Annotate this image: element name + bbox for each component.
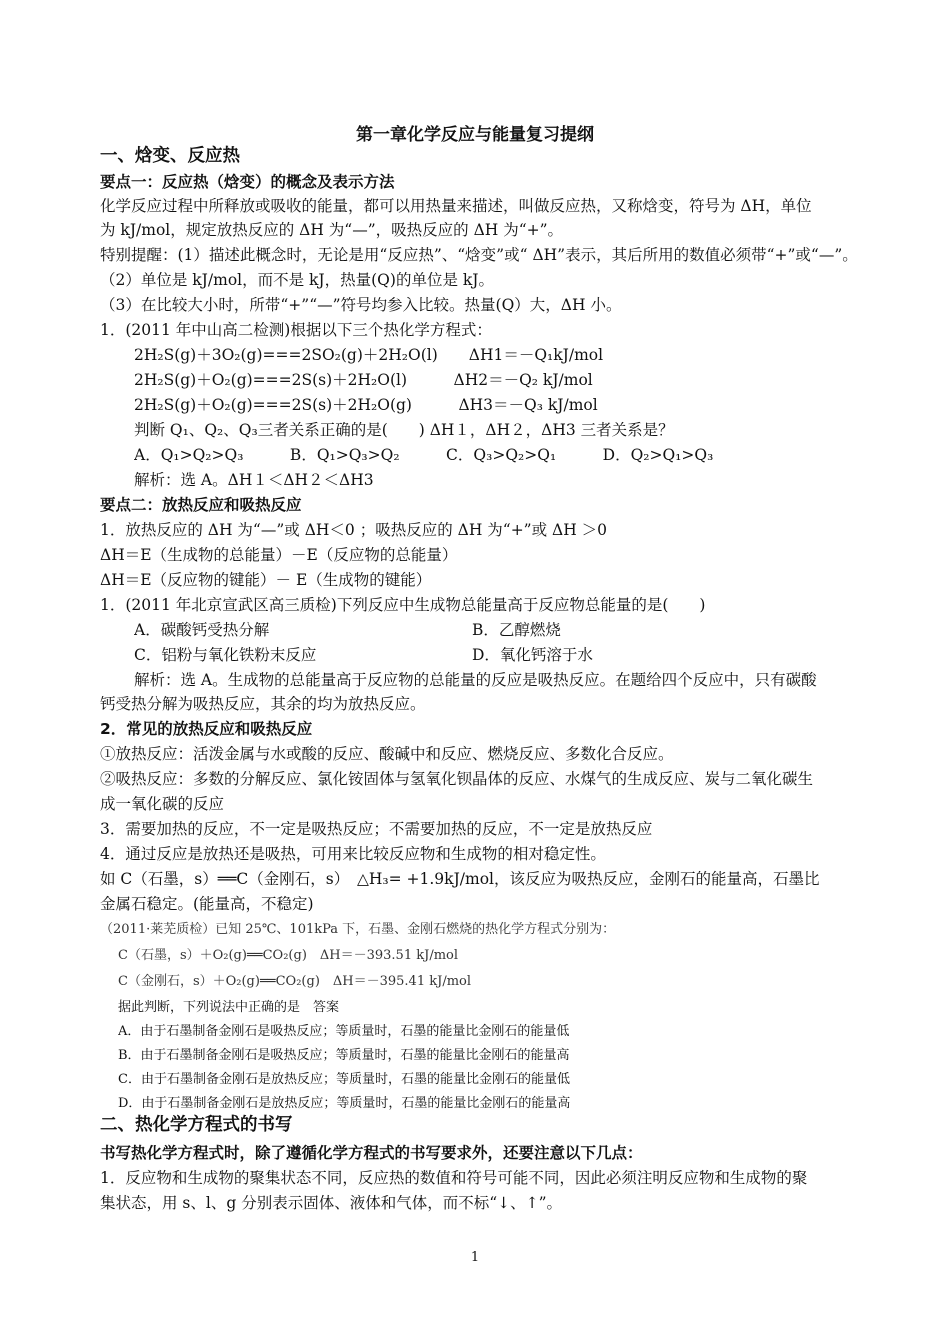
equation-2: 2H₂S(g)＋O₂(g)===2S(s)＋2H₂O(l) ΔH2＝－Q₂ kJ/mol: [134, 371, 593, 389]
paragraph-line: 如 C（石墨，s）══C（金刚石，s） △H₃= +1.9kJ/mol，该反应为吸热反应，金刚石的能量高，石墨比: [100, 870, 820, 888]
question-3-option-c: C．由于石墨制备金刚石是放热反应；等质量时，石墨的能量比金刚石的能量低: [118, 1072, 570, 1087]
paragraph-line: （3）在比较大小时，所带“+”“—”符号均参入比较。热量(Q）大，ΔH 小。: [100, 296, 622, 314]
paragraph-line: ②吸热反应：多数的分解反应、氯化铵固体与氢氧化钡晶体的反应、水煤气的生成反应、炭与二氧化碳生: [100, 770, 814, 788]
option-b: B．乙醇燃烧: [472, 621, 561, 639]
question-3: （2011·莱芜质检）已知 25℃、101kPa 下，石墨、金刚石燃烧的热化学方程式分别为：: [100, 922, 616, 937]
paragraph-line: 1．反应物和生成物的聚集状态不同，反应热的数值和符号可能不同，因此必须注明反应物和生成物的聚: [100, 1169, 808, 1187]
section-heading-2: 二、热化学方程式的书写: [100, 1115, 293, 1135]
equation-3: 2H₂S(g)＋O₂(g)===2S(s)＋2H₂O(g) ΔH3＝－Q₃ kJ/mol: [134, 396, 598, 414]
paragraph-line: 书写热化学方程式时，除了遵循化学方程式的书写要求外，还要注意以下几点：: [100, 1144, 643, 1162]
page-title: 第一章化学反应与能量复习提纲: [356, 125, 594, 145]
paragraph-line: 4．通过反应是放热还是吸热，可用来比较反应物和生成物的相对稳定性。: [100, 845, 606, 863]
paragraph-line: 化学反应过程中所释放或吸收的能量，都可以用热量来描述，叫做反应热，又称焓变，符号为 ΔH，单位: [100, 197, 812, 215]
answer-2-line: 解析：选 A。生成物的总能量高于反应物的总能量的反应是吸热反应。在题给四个反应中，只有碳酸: [134, 671, 817, 689]
paragraph-line: ΔH＝E（生成物的总能量）－E（反应物的总能量）: [100, 546, 458, 564]
paragraph-line: ΔH＝E（反应物的键能）－ E（生成物的键能）: [100, 571, 432, 589]
question-3-option-d: D．由于石墨制备金刚石是放热反应；等质量时，石墨的能量比金刚石的能量高: [118, 1096, 571, 1111]
paragraph-line: 特别提醒：(1）描述此概念时，无论是用“反应热”、“焓变”或“ ΔH”表示，其后所用的数值必须带“+”或“—”。: [100, 246, 858, 264]
paragraph-line: 成一氧化碳的反应: [100, 795, 225, 813]
question-3-option-b: B．由于石墨制备金刚石是吸热反应；等质量时，石墨的能量比金刚石的能量高: [118, 1048, 570, 1063]
section-heading-1: 一、焓变、反应热: [100, 146, 240, 166]
equation-1: 2H₂S(g)＋3O₂(g)===2SO₂(g)＋2H₂O(l) ΔH1＝－Q₁kJ/mol: [134, 346, 604, 364]
subheading-2: 2．常见的放热反应和吸热反应: [100, 720, 313, 738]
question-1: 1．(2011 年中山高二检测)根据以下三个热化学方程式：: [100, 321, 492, 339]
paragraph-line: 金属石稳定。(能量高，不稳定): [100, 895, 314, 913]
option-c: C．铝粉与氧化铁粉末反应: [134, 646, 317, 664]
answer-2-line: 钙受热分解为吸热反应，其余的均为放热反应。: [100, 695, 426, 713]
paragraph-line: 1．放热反应的 ΔH 为“—”或 ΔH＜0 ；吸热反应的 ΔH 为“+”或 ΔH ＞0: [100, 521, 608, 539]
question-1-prompt: 判断 Q₁、Q₂、Q₃三者关系正确的是( ) ΔH１，ΔH２，ΔH3 三者关系是？: [134, 421, 674, 439]
question-3-prompt: 据此判断，下列说法中正确的是 答案: [118, 1000, 340, 1015]
question-3-option-a: A．由于石墨制备金刚石是吸热反应；等质量时，石墨的能量比金刚石的能量低: [118, 1024, 570, 1039]
question-3-equation-1: C（石墨，s）＋O₂(g)══CO₂(g) ΔH＝－393.51 kJ/mol: [118, 948, 459, 963]
question-3-equation-2: C（金刚石，s）＋O₂(g)══CO₂(g) ΔH＝－395.41 kJ/mol: [118, 974, 472, 989]
key-point-1: 要点一：反应热（焓变）的概念及表示方法: [100, 173, 395, 191]
option-a: A．碳酸钙受热分解: [134, 621, 270, 639]
paragraph-line: 为 kJ/mol，规定放热反应的 ΔH 为“—”，吸热反应的 ΔH 为“+”。: [100, 221, 564, 239]
question-2: 1．(2011 年北京宣武区高三质检)下列反应中生成物总能量高于反应物总能量的是( ): [100, 596, 706, 614]
answer-1: 解析：选 A。ΔH１＜ΔH２＜ΔH3: [134, 471, 374, 489]
paragraph-line: 3．需要加热的反应，不一定是吸热反应；不需要加热的反应，不一定是放热反应: [100, 820, 653, 838]
page-number: 1: [470, 1250, 480, 1265]
option-d: D．氧化钙溶于水: [472, 646, 593, 664]
paragraph-line: 集状态，用 s、l、g 分别表示固体、液体和气体，而不标“↓、↑”。: [100, 1194, 563, 1212]
key-point-2: 要点二：放热反应和吸热反应: [100, 496, 302, 514]
paragraph-line: ①放热反应：活泼金属与水或酸的反应、酸碱中和反应、燃烧反应、多数化合反应。: [100, 745, 674, 763]
question-1-options: A．Q₁>Q₂>Q₃ B．Q₁>Q₃>Q₂ C．Q₃>Q₂>Q₁ D．Q₂>Q₁>Q₃: [134, 446, 714, 464]
paragraph-line: （2）单位是 kJ/mol，而不是 kJ，热量(Q)的单位是 kJ。: [100, 271, 494, 289]
